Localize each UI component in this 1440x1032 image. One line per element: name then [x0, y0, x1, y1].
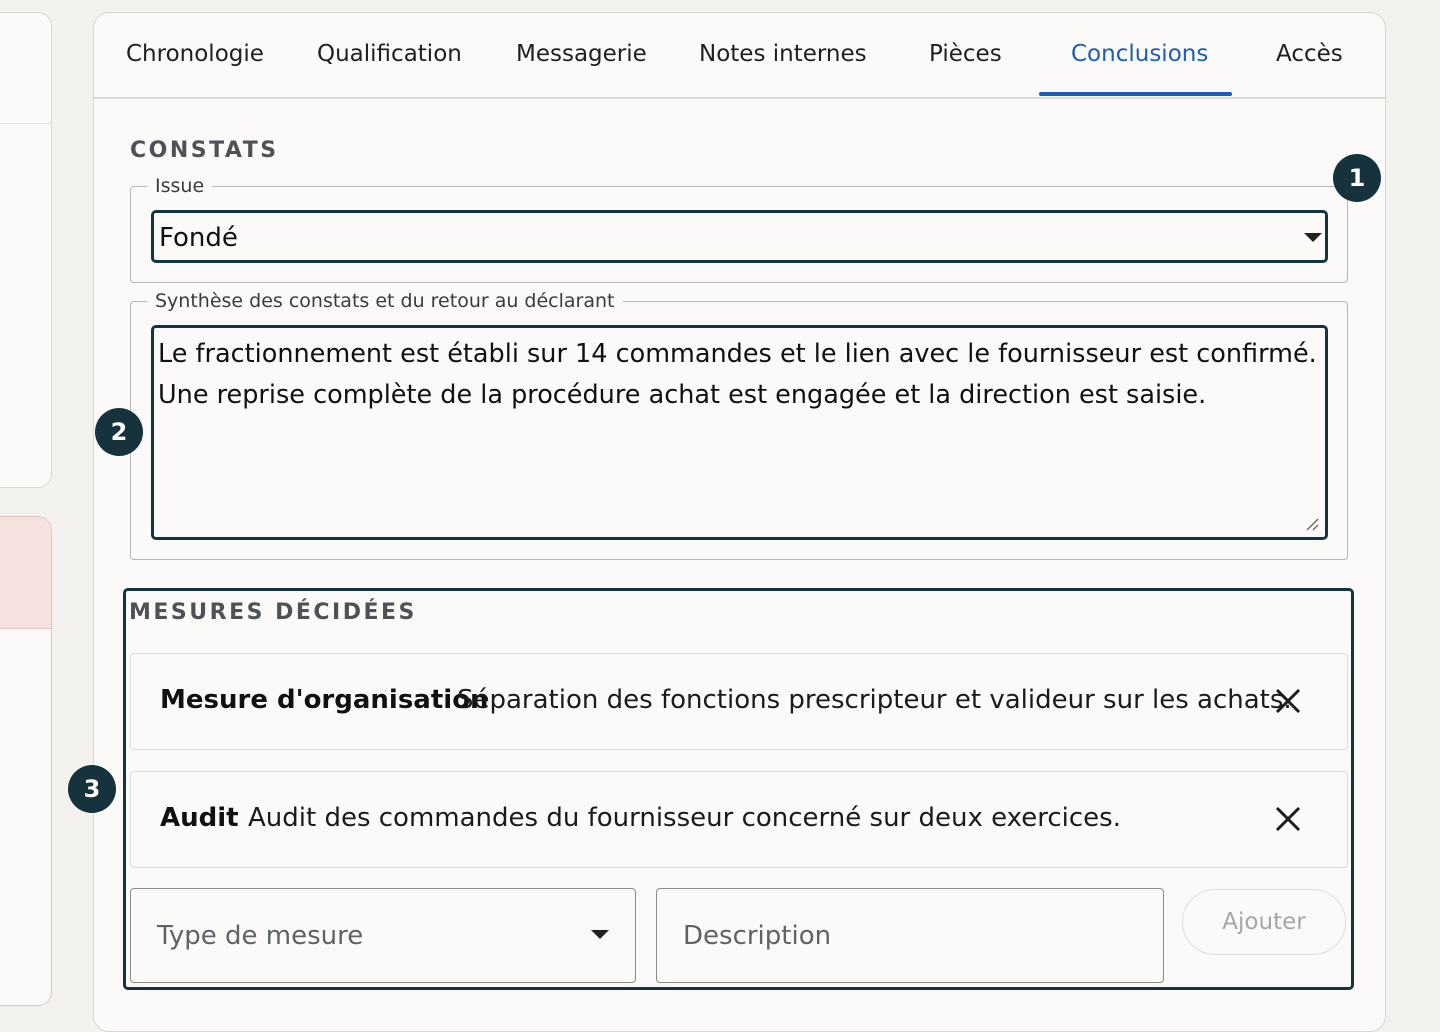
step-badge-1: 1: [1333, 154, 1381, 202]
measure-type: Mesure d'organisation: [160, 685, 489, 715]
measure-item: [130, 653, 1348, 750]
side-card-bottom: [0, 516, 52, 1006]
tab-notes-internes[interactable]: Notes internes: [699, 41, 867, 67]
chevron-down-icon: [591, 930, 609, 939]
side-card-top: [0, 12, 52, 488]
synthese-text: Le fractionnement est établi sur 14 commandes et le lien avec le fournisseur est confirmé. Une reprise complète de la procédure achat est engagée et la direction est saisie.: [158, 339, 1317, 410]
tab-conclusions[interactable]: Conclusions: [1071, 41, 1209, 67]
tab-bar: [94, 13, 1385, 99]
step-badge-2: 2: [95, 408, 143, 456]
tab-acces[interactable]: Accès: [1276, 41, 1343, 67]
measure-type: Audit: [160, 803, 239, 833]
section-title-constats: CONSTATS: [130, 138, 279, 163]
tab-chronologie[interactable]: Chronologie: [126, 41, 264, 67]
tab-pieces[interactable]: Pièces: [929, 41, 1002, 67]
measure-type-select[interactable]: [130, 888, 636, 983]
measure-item: [130, 771, 1348, 868]
close-icon[interactable]: [1275, 806, 1301, 832]
measure-description: Audit des commandes du fournisseur concerné sur deux exercices.: [248, 803, 1121, 833]
issue-select[interactable]: [151, 210, 1328, 263]
chevron-down-icon: [1304, 233, 1322, 242]
close-icon[interactable]: [1275, 688, 1301, 714]
step-badge-3: 3: [68, 765, 116, 813]
side-card-divider: [0, 123, 51, 124]
active-tab-indicator: [1039, 92, 1232, 96]
measure-description: Séparation des fonctions prescripteur et valideur sur les achats.: [457, 685, 1292, 715]
tab-qualification[interactable]: Qualification: [317, 41, 462, 67]
side-card-highlight: [0, 517, 51, 629]
measure-type-placeholder: Type de mesure: [157, 921, 364, 951]
synthese-label: Synthèse des constats et du retour au déclarant: [155, 290, 615, 312]
resize-handle-icon[interactable]: [1305, 517, 1319, 531]
tab-messagerie[interactable]: Messagerie: [516, 41, 647, 67]
add-measure-button[interactable]: Ajouter: [1182, 889, 1346, 955]
measure-description-placeholder: Description: [683, 921, 832, 951]
measure-description-input[interactable]: [656, 888, 1164, 983]
mesures-section: [123, 588, 1354, 990]
case-panel: [93, 12, 1386, 1032]
synthese-textarea[interactable]: [151, 325, 1328, 540]
issue-label: Issue: [155, 175, 205, 197]
issue-selected-value: Fondé: [159, 223, 238, 253]
section-title-mesures: MESURES DÉCIDÉES: [129, 600, 417, 625]
